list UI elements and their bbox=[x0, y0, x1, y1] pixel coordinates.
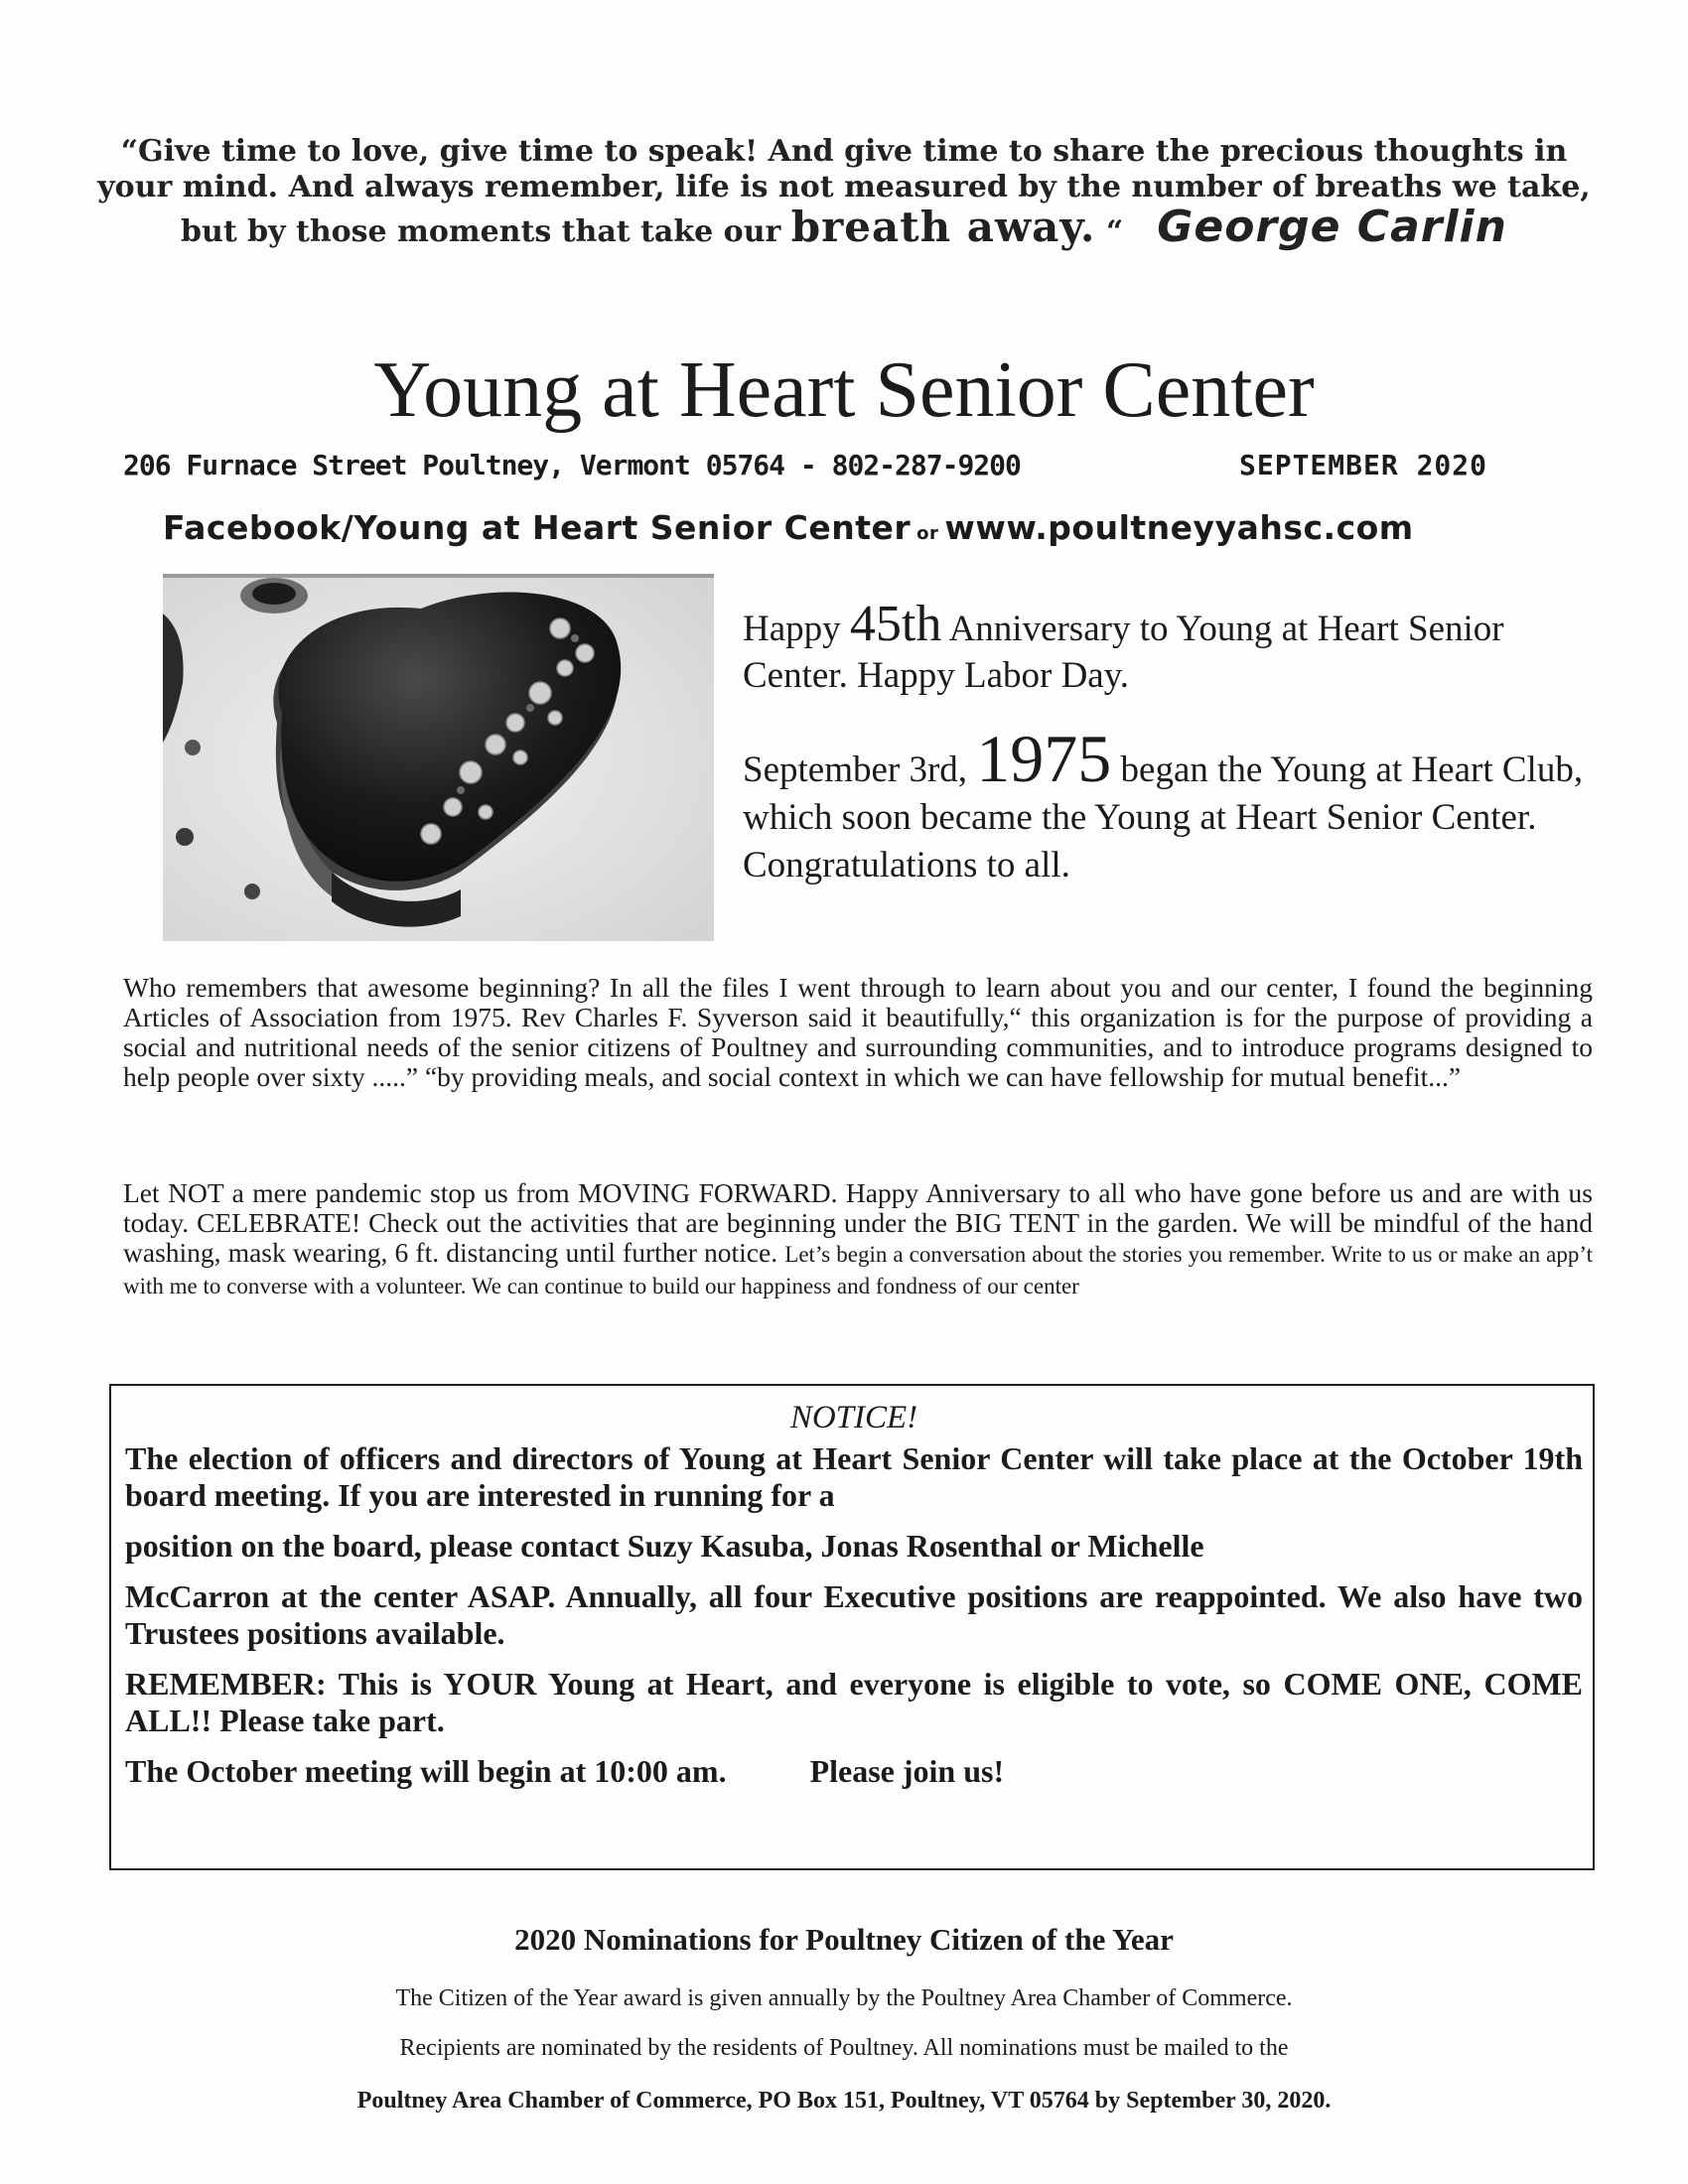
address-line: 206 Furnace Street Poultney, Vermont 05764 - 802-287-9200 bbox=[123, 449, 1021, 481]
founding-text bbox=[743, 721, 1597, 889]
celebrate-paragraph bbox=[123, 1178, 1593, 1301]
notice-positions: McCarron at the center ASAP. Annually, all four Executive positions are reappointed. We also have two Trustees positions available. bbox=[125, 1578, 1583, 1651]
issue-date: SEPTEMBER 2020 bbox=[1239, 449, 1488, 481]
anniversary-greeting bbox=[743, 596, 1597, 699]
quote-emphasis: breath away. bbox=[790, 203, 1096, 251]
notice-box bbox=[109, 1384, 1595, 1870]
quote-line-3 bbox=[60, 202, 1628, 252]
greeting-text: Happy bbox=[743, 609, 850, 649]
celebrate-text: Let NOT a mere pandemic stop us from MOVING FORWARD. Happy Anniversary to all who have gone before us and are with us today. CELEBRATE! Check out the activities that are beginning under the BIG TENT in the garden. We will be mindful of the hand washing, mask wearing, 6 ft. distancing until further notice. bbox=[123, 1177, 1593, 1268]
social-line bbox=[163, 508, 1414, 547]
nominations-line-3: Poultney Area Chamber of Commerce, PO Box 151, Poultney, VT 05764 by September 30, 2020. bbox=[356, 2088, 1332, 2114]
greeting-text-end: Anniversary to Young at Heart Senior Center. Happy Labor Day. bbox=[743, 609, 1504, 696]
quote bbox=[60, 134, 1628, 250]
page-title: Young at Heart Senior Center bbox=[373, 346, 1315, 434]
quote-close-mark: “ bbox=[1095, 214, 1124, 249]
facebook-link[interactable]: Facebook/Young at Heart Senior Center bbox=[163, 508, 912, 547]
quote-line-3-text: but by those moments that take our bbox=[181, 214, 791, 249]
quote-line-2: your mind. And always remember, life is not measured by the number of breaths we take, bbox=[97, 170, 1591, 205]
nominations-line-2: Recipients are nominated by the residents of Poultney. All nominations must be mailed to the bbox=[399, 2035, 1289, 2061]
founding-date: September 3rd, bbox=[743, 750, 977, 790]
notice-remember: REMEMBER: This is YOUR Young at Heart, and everyone is eligible to vote, so COME ONE, COME ALL!! Please take part. bbox=[125, 1666, 1583, 1738]
founding-text-end: began the Young at Heart Club, which soon became the Young at Heart Senior Center. Congratulations to all. bbox=[743, 750, 1584, 886]
nominations-title: 2020 Nominations for Poultney Citizen of the Year bbox=[514, 1922, 1174, 1957]
heart-cake-image bbox=[163, 574, 714, 941]
meeting-time: The October meeting will begin at 10:00 am. bbox=[125, 1753, 727, 1789]
anniversary-number: 45th bbox=[849, 596, 942, 652]
founding-year: 1975 bbox=[976, 721, 1112, 796]
quote-author: George Carlin bbox=[1157, 202, 1507, 252]
history-paragraph: Who remembers that awesome beginning? In all the files I went through to learn about you and our center, I found the beginning Articles of Association from 1975. Rev Charles F. Syverson said it beautifully,“ this organization is for the purpose of providing a social and nutritional needs of the senior citizens of Poultney and surrounding communities, and to introduce programs designed to help people over sixty .....” “by providing meals, and social context in which we can have fellowship for mutual benefit...” bbox=[123, 972, 1593, 1092]
notice-contact: position on the board, please contact Suzy Kasuba, Jonas Rosenthal or Michelle bbox=[125, 1528, 1204, 1564]
website-link[interactable]: www.poultneyyahsc.com bbox=[944, 508, 1414, 547]
nominations-line-1: The Citizen of the Year award is given annually by the Poultney Area Chamber of Commerce. bbox=[395, 1985, 1293, 2011]
conversation-text: Let’s begin a conversation about the stories you remember. Write to us or make an app’t with me to converse with a volunteer. We can continue to build our happiness and fondness of our center bbox=[123, 1242, 1593, 1298]
or-text: or bbox=[916, 523, 939, 544]
notice-meeting bbox=[125, 1753, 1583, 1790]
notice-election: The election of officers and directors of Young at Heart Senior Center will take place at the October 19th board meeting. If you are interested in running for a bbox=[125, 1440, 1583, 1513]
join-us: Please join us! bbox=[809, 1753, 1005, 1789]
quote-line-1: “Give time to love, give time to speak! And give time to share the precious thoughts in bbox=[120, 134, 1568, 169]
notice-heading: NOTICE! bbox=[789, 1400, 918, 1435]
